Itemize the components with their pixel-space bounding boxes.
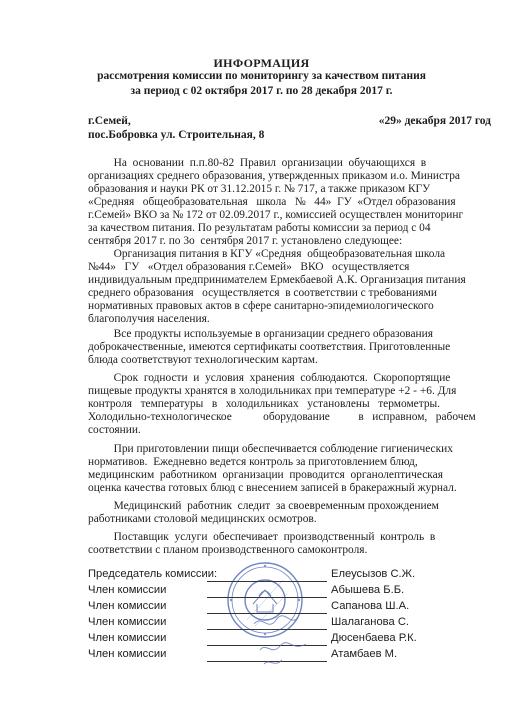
- body-line: При приготовлении пищи обеспечивается соблюдение гигиенических: [88, 443, 453, 455]
- body-line: среднего образования осуществляется в соответствии с требованиями: [88, 287, 437, 299]
- body-line: индивидуальным предпринимателем Ермекбаевой А.К. Организация питания: [88, 274, 466, 286]
- address-label: пос.Бобровка ул. Строительная, 8: [88, 129, 265, 141]
- signature-label: Член комиссии: [88, 600, 167, 612]
- body-line: медицинским работником организации проводится органолептическая: [88, 469, 443, 481]
- body-line: г.Семей» ВКО за № 172 от 02.09.2017 г., комиссией осуществлен мониторинг: [88, 209, 464, 221]
- body-line: блюда соответствуют технологическим картам.: [88, 354, 318, 366]
- signature-name: Атамбаев М.: [331, 648, 398, 660]
- body-line: соответствии с планом производственного самоконтроля.: [88, 544, 368, 556]
- signature-name: Елеусызов С.Ж.: [331, 568, 416, 580]
- body-line: пищевые продукты хранятся в холодильниках при температуре +2 - +6. Для: [88, 385, 457, 397]
- body-line: Холодильно-технологическое оборудование в исправном, рабочем: [88, 411, 476, 423]
- body-line: благополучия населения.: [88, 313, 210, 325]
- body-line: Медицинский работник следит за своевременным прохождением: [88, 500, 439, 512]
- signature-line: [207, 597, 327, 598]
- signature-label: Председатель комиссии:: [88, 568, 218, 580]
- signature-label: Член комиссии: [88, 584, 167, 596]
- body-line: нормативных правовых актов в сфере санитарно-эпидемиологического: [88, 300, 434, 312]
- signature-name: Сапанова Ш.А.: [331, 600, 410, 612]
- body-line: контроля температуры в холодильниках установлены термометры.: [88, 398, 441, 410]
- body-line: Все продукты используемые в организации среднего образования: [88, 328, 433, 340]
- signature-line: [207, 581, 327, 582]
- signature-label: Член комиссии: [88, 616, 167, 628]
- signature-name: Абышева Б.Б.: [331, 584, 405, 596]
- document-title: ИНФОРМАЦИЯ: [213, 56, 310, 70]
- body-line: Срок годности и условия хранения соблюдаются. Скоропортящие: [88, 372, 451, 384]
- body-line: Поставщик услуги обеспечивает производственный контроль в: [88, 531, 436, 543]
- signature-name: Дюсенбаева Р.К.: [331, 632, 417, 644]
- signature-label: Член комиссии: [88, 648, 167, 660]
- body-line: «Средняя общеобразовательная школа № 44» ГУ «Отдел образования: [88, 196, 456, 208]
- signature-label: Член комиссии: [88, 632, 167, 644]
- body-line: №44» ГУ «Отдел образования г.Семей» ВКО осуществляется: [88, 261, 410, 273]
- body-line: состоянии.: [88, 424, 141, 436]
- body-line: Организация питания в КГУ «Средняя общеобразовательная школа: [88, 248, 446, 260]
- body-line: за качеством питания. По результатам работы комиссии за период с 04: [88, 222, 431, 234]
- document-subtitle: рассмотрения комиссии по мониторингу за качеством питания: [97, 70, 426, 82]
- handwritten-signature-icon: [250, 612, 320, 672]
- body-line: нормативов. Ежедневно ведется контроль за приготовлением блюд,: [88, 456, 418, 468]
- signature-name: Шалаганова С.: [331, 616, 410, 628]
- body-line: образования и науки РК от 31.12.2015 г. № 717, а также приказом КГУ: [88, 183, 431, 195]
- document-date: «29» декабря 2017 год: [378, 115, 491, 127]
- body-line: работниками столовой медицинских осмотров.: [88, 513, 317, 525]
- body-line: оценка качества готовых блюд с внесением записей в бракеражный журнал.: [88, 482, 457, 494]
- document-period: за период с 02 октября 2017 г. по 28 декабря 2017 г.: [130, 85, 393, 97]
- city-label: г.Семей,: [88, 115, 131, 127]
- body-line: На основании п.п.80-82 Правил организации обучающихся в: [88, 157, 427, 169]
- body-line: доброкачественные, имеются сертификаты соответствия. Приготовленные: [88, 341, 451, 353]
- body-line: организациях среднего образования, утвержденных приказом и.о. Министра: [88, 170, 460, 182]
- body-line: сентября 2017 г. по 3о сентября 2017 г. установлено следующее:: [88, 235, 403, 247]
